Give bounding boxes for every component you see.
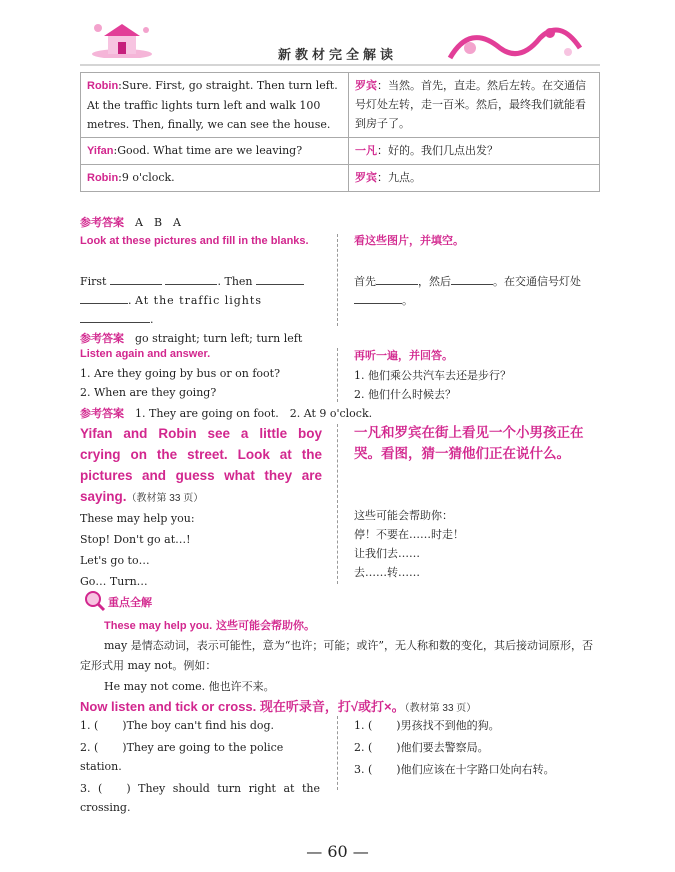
column-divider [337, 234, 338, 326]
question-zh: 1. 他们乘公共汽车去还是步行？ [354, 369, 511, 382]
list-item: 2. ( )他们要去警察局。 [354, 741, 489, 754]
answer-line [80, 214, 181, 230]
column-divider [337, 348, 338, 402]
answer-line [80, 405, 372, 421]
blank-field[interactable] [165, 274, 217, 285]
dialogue-line-en: 9 o'clock. [121, 171, 175, 184]
answer-label: 参考答案 [80, 407, 124, 420]
textbook-ref: （教材第 33 页） [404, 703, 477, 714]
dialogue-line-zh: 当然。首先，直走。然后左转。在交通信号灯处左转，走一百米。然后，最终我们就能看到房子了。 [355, 79, 586, 130]
page-number: — 60 — [306, 842, 369, 861]
section-title-zh: 再听一遍，并回答。 [354, 349, 453, 362]
blank-field[interactable] [80, 312, 150, 323]
section-title-en: Look at these pictures and fill in the blanks. [80, 235, 309, 247]
example-sentence: He may not come. 他也许不来。 [104, 680, 275, 693]
speaker-name-zh: 罗宾 [355, 171, 377, 184]
speaker-name: Robin [87, 80, 119, 92]
section-title-zh: 看这些图片，并填空。 [354, 234, 464, 247]
speaker-name-zh: 一凡 [355, 144, 377, 157]
list-item: 2. ( )They are going to the police station. [80, 741, 284, 773]
book-title: 新教材完全解读 [277, 48, 397, 63]
key-phrase: These may help you. 这些可能会帮助你。 [104, 619, 316, 632]
key-points-label: 重点全解 [108, 596, 152, 609]
dialogue-line-en: Good. What time are we leaving? [117, 144, 303, 157]
column-divider [337, 424, 338, 584]
blank-field[interactable] [80, 293, 128, 304]
blank-field[interactable] [256, 274, 304, 285]
blank-field[interactable] [354, 293, 402, 304]
question-en: 2. When are they going? [80, 386, 217, 399]
section-title: Now listen and tick or cross. 现在听录音，打√或打×。（教材第 33 页） [80, 699, 477, 714]
answer-text: A B A [135, 216, 181, 229]
blank-field[interactable] [376, 274, 418, 285]
dialogue-line-zh: 好的。我们几点出发？ [388, 144, 498, 157]
textbook-ref: （教材第 33 页） [126, 493, 204, 504]
dialogue-line-en: Sure. First, go straight. Then turn left. At the traffic lights turn left and walk 100 metres. Then, finally, we can see the house. [87, 79, 338, 131]
header-divider [80, 64, 600, 66]
help-phrases-zh: 这些可能会帮助你： 停！不要在……时走！ 让我们去…… 去……转…… [354, 509, 464, 579]
answer-label: 参考答案 [80, 332, 124, 345]
explanation-paragraph: may 是情态动词，表示可能性，意为“也许；可能；或许”，无人称和数的变化，其后接动词原形，否定形式用 may not。例如： [80, 639, 593, 672]
speaker-name-zh: 罗宾 [355, 79, 377, 92]
list-item: 3. ( )他们应该在十字路口处向右转。 [354, 763, 555, 776]
blank-field[interactable] [110, 274, 162, 285]
list-item: 3. ( ) They should turn right at the crossing. [80, 782, 320, 814]
help-phrases-en: These may help you: Stop! Don't go at…! Let's go to… Go… Turn… [80, 512, 195, 588]
blank-field[interactable] [451, 274, 493, 285]
answer-line [80, 330, 302, 346]
fill-blank-zh: 首先 ，然后 。在交通信号灯处。 [354, 275, 581, 307]
magnifier-icon [84, 590, 106, 612]
section-title-en: Listen again and answer. [80, 348, 211, 360]
answer-text: go straight; turn left; turn left [135, 332, 303, 345]
section-title-en: Yifan and Robin see a little boy crying on the street. Look at the pictures and guess what they are saying.（教材第 33 页） [80, 426, 322, 504]
tick-items-zh [354, 716, 599, 779]
table-row: Yifan:Good. What time are we leaving? 一凡：好的。我们几点出发？ [81, 138, 600, 165]
tick-items-en [80, 716, 320, 817]
answer-label: 参考答案 [80, 216, 124, 229]
dialogue-table [80, 72, 600, 192]
column-divider [337, 716, 338, 790]
table-row: Robin:Sure. First, go straight. Then turn left. At the traffic lights turn left and walk 100 metres. Then, finally, we can see the house. 罗宾：当然。首先，直走。然后左转。在交通信号灯处左转，走一百米。然后，最终我们就能看到房子了。 [81, 73, 600, 138]
section-title-zh: 一凡和罗宾在街上看见一个小男孩正在哭。看图，猜一猜他们正在说什么。 [354, 425, 584, 462]
speaker-name: Yifan [87, 145, 114, 157]
list-item: 1. ( )男孩找不到他的狗。 [354, 719, 500, 732]
fill-blank-en: First . Then . At the traffic lights . [80, 272, 325, 329]
answer-text: 1. They are going on foot. 2. At 9 o'clock. [135, 407, 373, 420]
table-row: Robin:9 o'clock. 罗宾：九点。 [81, 165, 600, 192]
question-zh: 2. 他们什么时候去？ [354, 388, 456, 401]
list-item: 1. ( )The boy can't find his dog. [80, 719, 275, 732]
speaker-name: Robin [87, 172, 119, 184]
question-en: 1. Are they going by bus or on foot? [80, 367, 280, 380]
dialogue-line-zh: 九点。 [388, 171, 421, 184]
